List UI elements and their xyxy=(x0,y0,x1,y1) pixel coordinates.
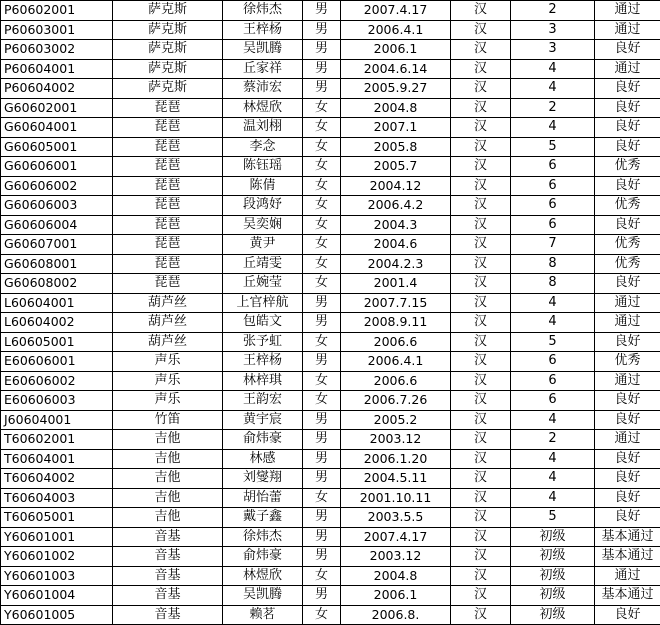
gender-cell: 男 xyxy=(303,20,341,40)
instrument-cell: 琵琶 xyxy=(113,176,223,196)
level-cell: 2 xyxy=(511,98,595,118)
result-cell: 良好 xyxy=(595,118,660,138)
gender-cell: 女 xyxy=(303,371,341,391)
instrument-cell: 吉他 xyxy=(113,430,223,450)
birthdate-cell: 2003.5.5 xyxy=(341,508,451,528)
level-cell: 4 xyxy=(511,449,595,469)
table-row xyxy=(1,79,660,99)
result-cell: 通过 xyxy=(595,293,660,313)
result-cell: 通过 xyxy=(595,430,660,450)
birthdate-cell: 2004.6 xyxy=(341,235,451,255)
level-cell: 初级 xyxy=(511,566,595,586)
instrument-cell: 音基 xyxy=(113,586,223,606)
instrument-cell: 萨克斯 xyxy=(113,1,223,21)
level-cell: 3 xyxy=(511,20,595,40)
table-row xyxy=(1,332,660,352)
level-cell: 初级 xyxy=(511,605,595,625)
level-cell: 5 xyxy=(511,332,595,352)
instrument-cell: 吉他 xyxy=(113,508,223,528)
birthdate-cell: 2006.4.1 xyxy=(341,352,451,372)
result-cell: 优秀 xyxy=(595,196,660,216)
gender-cell: 男 xyxy=(303,547,341,567)
level-cell: 2 xyxy=(511,1,595,21)
result-cell: 基本通过 xyxy=(595,547,660,567)
birthdate-cell: 2006.6 xyxy=(341,371,451,391)
instrument-cell: 音基 xyxy=(113,547,223,567)
level-cell: 4 xyxy=(511,488,595,508)
table-row xyxy=(1,235,660,255)
birthdate-cell: 2003.12 xyxy=(341,547,451,567)
gender-cell: 男 xyxy=(303,469,341,489)
name-cell: 丘婉莹 xyxy=(223,274,303,294)
table-row xyxy=(1,274,660,294)
name-cell: 陈钰瑶 xyxy=(223,157,303,177)
table-row xyxy=(1,59,660,79)
birthdate-cell: 2001.4 xyxy=(341,274,451,294)
exam-id-cell: T60604001 xyxy=(1,449,113,469)
ethnicity-cell: 汉 xyxy=(451,469,511,489)
name-cell: 林煜欣 xyxy=(223,566,303,586)
gender-cell: 女 xyxy=(303,566,341,586)
ethnicity-cell: 汉 xyxy=(451,605,511,625)
table-row xyxy=(1,313,660,333)
gender-cell: 男 xyxy=(303,508,341,528)
table-row xyxy=(1,254,660,274)
instrument-cell: 音基 xyxy=(113,566,223,586)
name-cell: 徐炜杰 xyxy=(223,527,303,547)
result-cell: 通过 xyxy=(595,59,660,79)
table-row xyxy=(1,469,660,489)
name-cell: 张予虹 xyxy=(223,332,303,352)
table-row xyxy=(1,566,660,586)
ethnicity-cell: 汉 xyxy=(451,313,511,333)
instrument-cell: 琵琶 xyxy=(113,235,223,255)
ethnicity-cell: 汉 xyxy=(451,332,511,352)
result-cell: 良好 xyxy=(595,98,660,118)
birthdate-cell: 2006.6 xyxy=(341,332,451,352)
exam-id-cell: J60604001 xyxy=(1,410,113,430)
table-row xyxy=(1,488,660,508)
level-cell: 8 xyxy=(511,274,595,294)
birthdate-cell: 2004.2.3 xyxy=(341,254,451,274)
birthdate-cell: 2005.2 xyxy=(341,410,451,430)
gender-cell: 男 xyxy=(303,1,341,21)
name-cell: 林感 xyxy=(223,449,303,469)
exam-id-cell: G60606001 xyxy=(1,157,113,177)
ethnicity-cell: 汉 xyxy=(451,488,511,508)
birthdate-cell: 2008.9.11 xyxy=(341,313,451,333)
ethnicity-cell: 汉 xyxy=(451,157,511,177)
exam-id-cell: G60608002 xyxy=(1,274,113,294)
name-cell: 徐炜杰 xyxy=(223,1,303,21)
gender-cell: 男 xyxy=(303,352,341,372)
ethnicity-cell: 汉 xyxy=(451,118,511,138)
table-row xyxy=(1,352,660,372)
exam-id-cell: G60602001 xyxy=(1,98,113,118)
gender-cell: 女 xyxy=(303,196,341,216)
exam-id-cell: P60602001 xyxy=(1,1,113,21)
name-cell: 刘燮翔 xyxy=(223,469,303,489)
birthdate-cell: 2004.8 xyxy=(341,98,451,118)
name-cell: 李念 xyxy=(223,137,303,157)
result-cell: 良好 xyxy=(595,137,660,157)
gender-cell: 男 xyxy=(303,449,341,469)
exam-id-cell: L60604001 xyxy=(1,293,113,313)
instrument-cell: 萨克斯 xyxy=(113,79,223,99)
birthdate-cell: 2006.4.1 xyxy=(341,20,451,40)
birthdate-cell: 2004.8 xyxy=(341,566,451,586)
exam-id-cell: L60604002 xyxy=(1,313,113,333)
name-cell: 赖茗 xyxy=(223,605,303,625)
exam-id-cell: P60604001 xyxy=(1,59,113,79)
name-cell: 陈倩 xyxy=(223,176,303,196)
birthdate-cell: 2004.6.14 xyxy=(341,59,451,79)
name-cell: 戴子鑫 xyxy=(223,508,303,528)
exam-id-cell: P60604002 xyxy=(1,79,113,99)
ethnicity-cell: 汉 xyxy=(451,410,511,430)
gender-cell: 女 xyxy=(303,391,341,411)
level-cell: 8 xyxy=(511,254,595,274)
name-cell: 蔡沛宏 xyxy=(223,79,303,99)
result-cell: 通过 xyxy=(595,20,660,40)
exam-id-cell: Y60601002 xyxy=(1,547,113,567)
exam-id-cell: G60606004 xyxy=(1,215,113,235)
level-cell: 6 xyxy=(511,157,595,177)
result-cell: 良好 xyxy=(595,449,660,469)
ethnicity-cell: 汉 xyxy=(451,293,511,313)
level-cell: 7 xyxy=(511,235,595,255)
ethnicity-cell: 汉 xyxy=(451,547,511,567)
instrument-cell: 声乐 xyxy=(113,352,223,372)
ethnicity-cell: 汉 xyxy=(451,79,511,99)
birthdate-cell: 2005.9.27 xyxy=(341,79,451,99)
instrument-cell: 琵琶 xyxy=(113,215,223,235)
exam-id-cell: E60606001 xyxy=(1,352,113,372)
instrument-cell: 音基 xyxy=(113,605,223,625)
ethnicity-cell: 汉 xyxy=(451,430,511,450)
exam-id-cell: Y60601005 xyxy=(1,605,113,625)
birthdate-cell: 2007.4.17 xyxy=(341,527,451,547)
exam-id-cell: T60604003 xyxy=(1,488,113,508)
level-cell: 4 xyxy=(511,118,595,138)
table-row xyxy=(1,410,660,430)
name-cell: 丘靖雯 xyxy=(223,254,303,274)
table-row xyxy=(1,449,660,469)
birthdate-cell: 2004.3 xyxy=(341,215,451,235)
exam-id-cell: T60602001 xyxy=(1,430,113,450)
exam-id-cell: G60604001 xyxy=(1,118,113,138)
gender-cell: 女 xyxy=(303,118,341,138)
table-row xyxy=(1,508,660,528)
ethnicity-cell: 汉 xyxy=(451,137,511,157)
result-cell: 基本通过 xyxy=(595,586,660,606)
birthdate-cell: 2007.7.15 xyxy=(341,293,451,313)
birthdate-cell: 2006.1.20 xyxy=(341,449,451,469)
ethnicity-cell: 汉 xyxy=(451,586,511,606)
birthdate-cell: 2004.12 xyxy=(341,176,451,196)
instrument-cell: 吉他 xyxy=(113,488,223,508)
exam-id-cell: P60603001 xyxy=(1,20,113,40)
instrument-cell: 琵琶 xyxy=(113,196,223,216)
ethnicity-cell: 汉 xyxy=(451,40,511,60)
exam-id-cell: E60606003 xyxy=(1,391,113,411)
table-row xyxy=(1,391,660,411)
table-row xyxy=(1,176,660,196)
name-cell: 王梓杨 xyxy=(223,20,303,40)
gender-cell: 女 xyxy=(303,235,341,255)
ethnicity-cell: 汉 xyxy=(451,98,511,118)
gender-cell: 女 xyxy=(303,157,341,177)
gender-cell: 女 xyxy=(303,605,341,625)
gender-cell: 男 xyxy=(303,410,341,430)
instrument-cell: 萨克斯 xyxy=(113,59,223,79)
result-cell: 良好 xyxy=(595,469,660,489)
name-cell: 黄宇宸 xyxy=(223,410,303,430)
level-cell: 3 xyxy=(511,40,595,60)
table-row xyxy=(1,98,660,118)
exam-id-cell: L60605001 xyxy=(1,332,113,352)
instrument-cell: 音基 xyxy=(113,527,223,547)
gender-cell: 女 xyxy=(303,215,341,235)
exam-id-cell: T60605001 xyxy=(1,508,113,528)
gender-cell: 男 xyxy=(303,430,341,450)
ethnicity-cell: 汉 xyxy=(451,274,511,294)
exam-id-cell: Y60601004 xyxy=(1,586,113,606)
table-row xyxy=(1,430,660,450)
instrument-cell: 琵琶 xyxy=(113,137,223,157)
result-cell: 优秀 xyxy=(595,254,660,274)
level-cell: 6 xyxy=(511,215,595,235)
table-row xyxy=(1,196,660,216)
birthdate-cell: 2004.5.11 xyxy=(341,469,451,489)
ethnicity-cell: 汉 xyxy=(451,352,511,372)
gender-cell: 男 xyxy=(303,313,341,333)
name-cell: 王梓杨 xyxy=(223,352,303,372)
level-cell: 4 xyxy=(511,79,595,99)
name-cell: 俞炜豪 xyxy=(223,547,303,567)
name-cell: 胡怡蕾 xyxy=(223,488,303,508)
gender-cell: 女 xyxy=(303,98,341,118)
result-cell: 良好 xyxy=(595,215,660,235)
gender-cell: 女 xyxy=(303,488,341,508)
level-cell: 4 xyxy=(511,293,595,313)
gender-cell: 男 xyxy=(303,79,341,99)
result-cell: 良好 xyxy=(595,508,660,528)
result-cell: 良好 xyxy=(595,274,660,294)
gender-cell: 男 xyxy=(303,527,341,547)
birthdate-cell: 2005.7 xyxy=(341,157,451,177)
level-cell: 6 xyxy=(511,352,595,372)
gender-cell: 男 xyxy=(303,586,341,606)
table-row xyxy=(1,137,660,157)
exam-id-cell: G60605001 xyxy=(1,137,113,157)
exam-id-cell: Y60601003 xyxy=(1,566,113,586)
ethnicity-cell: 汉 xyxy=(451,254,511,274)
result-cell: 通过 xyxy=(595,566,660,586)
result-cell: 良好 xyxy=(595,79,660,99)
exam-id-cell: E60606002 xyxy=(1,371,113,391)
exam-id-cell: G60607001 xyxy=(1,235,113,255)
name-cell: 温刘栩 xyxy=(223,118,303,138)
level-cell: 2 xyxy=(511,430,595,450)
name-cell: 丘家祥 xyxy=(223,59,303,79)
instrument-cell: 琵琶 xyxy=(113,254,223,274)
result-cell: 优秀 xyxy=(595,352,660,372)
level-cell: 初级 xyxy=(511,547,595,567)
table-row xyxy=(1,371,660,391)
name-cell: 吴奕娴 xyxy=(223,215,303,235)
ethnicity-cell: 汉 xyxy=(451,59,511,79)
table-row xyxy=(1,40,660,60)
birthdate-cell: 2003.12 xyxy=(341,430,451,450)
exam-id-cell: T60604002 xyxy=(1,469,113,489)
result-cell: 通过 xyxy=(595,371,660,391)
instrument-cell: 琵琶 xyxy=(113,274,223,294)
name-cell: 林煜欣 xyxy=(223,98,303,118)
instrument-cell: 萨克斯 xyxy=(113,20,223,40)
ethnicity-cell: 汉 xyxy=(451,196,511,216)
result-cell: 良好 xyxy=(595,605,660,625)
table-row xyxy=(1,605,660,625)
instrument-cell: 琵琶 xyxy=(113,98,223,118)
table-row xyxy=(1,586,660,606)
name-cell: 黄尹 xyxy=(223,235,303,255)
name-cell: 段鸿妤 xyxy=(223,196,303,216)
ethnicity-cell: 汉 xyxy=(451,527,511,547)
ethnicity-cell: 汉 xyxy=(451,1,511,21)
birthdate-cell: 2006.1 xyxy=(341,40,451,60)
name-cell: 俞炜豪 xyxy=(223,430,303,450)
level-cell: 6 xyxy=(511,196,595,216)
name-cell: 王韵宏 xyxy=(223,391,303,411)
birthdate-cell: 2007.1 xyxy=(341,118,451,138)
ethnicity-cell: 汉 xyxy=(451,176,511,196)
exam-id-cell: G60608001 xyxy=(1,254,113,274)
table-row xyxy=(1,157,660,177)
table-row xyxy=(1,527,660,547)
instrument-cell: 竹笛 xyxy=(113,410,223,430)
result-cell: 通过 xyxy=(595,1,660,21)
instrument-cell: 吉他 xyxy=(113,469,223,489)
level-cell: 初级 xyxy=(511,586,595,606)
result-cell: 良好 xyxy=(595,332,660,352)
ethnicity-cell: 汉 xyxy=(451,566,511,586)
exam-id-cell: G60606002 xyxy=(1,176,113,196)
result-cell: 基本通过 xyxy=(595,527,660,547)
instrument-cell: 葫芦丝 xyxy=(113,313,223,333)
level-cell: 5 xyxy=(511,137,595,157)
table-row xyxy=(1,1,660,21)
birthdate-cell: 2007.4.17 xyxy=(341,1,451,21)
ethnicity-cell: 汉 xyxy=(451,371,511,391)
table-row xyxy=(1,118,660,138)
gender-cell: 男 xyxy=(303,40,341,60)
instrument-cell: 萨克斯 xyxy=(113,40,223,60)
result-cell: 良好 xyxy=(595,488,660,508)
birthdate-cell: 2006.4.2 xyxy=(341,196,451,216)
result-cell: 良好 xyxy=(595,410,660,430)
gender-cell: 女 xyxy=(303,332,341,352)
birthdate-cell: 2006.8. xyxy=(341,605,451,625)
ethnicity-cell: 汉 xyxy=(451,215,511,235)
instrument-cell: 琵琶 xyxy=(113,157,223,177)
level-cell: 6 xyxy=(511,176,595,196)
instrument-cell: 琵琶 xyxy=(113,118,223,138)
birthdate-cell: 2006.7.26 xyxy=(341,391,451,411)
instrument-cell: 声乐 xyxy=(113,371,223,391)
result-cell: 通过 xyxy=(595,313,660,333)
instrument-cell: 葫芦丝 xyxy=(113,293,223,313)
table-row xyxy=(1,547,660,567)
instrument-cell: 声乐 xyxy=(113,391,223,411)
gender-cell: 男 xyxy=(303,59,341,79)
result-cell: 优秀 xyxy=(595,235,660,255)
ethnicity-cell: 汉 xyxy=(451,508,511,528)
level-cell: 4 xyxy=(511,59,595,79)
gender-cell: 女 xyxy=(303,274,341,294)
result-cell: 优秀 xyxy=(595,157,660,177)
gender-cell: 女 xyxy=(303,254,341,274)
level-cell: 初级 xyxy=(511,527,595,547)
exam-id-cell: G60606003 xyxy=(1,196,113,216)
table-body xyxy=(1,1,660,625)
name-cell: 上官梓航 xyxy=(223,293,303,313)
level-cell: 4 xyxy=(511,410,595,430)
name-cell: 吴凯腾 xyxy=(223,40,303,60)
exam-id-cell: Y60601001 xyxy=(1,527,113,547)
ethnicity-cell: 汉 xyxy=(451,20,511,40)
result-cell: 良好 xyxy=(595,40,660,60)
level-cell: 6 xyxy=(511,371,595,391)
table-row xyxy=(1,20,660,40)
birthdate-cell: 2005.8 xyxy=(341,137,451,157)
level-cell: 5 xyxy=(511,508,595,528)
level-cell: 4 xyxy=(511,313,595,333)
gender-cell: 男 xyxy=(303,293,341,313)
level-cell: 6 xyxy=(511,391,595,411)
level-cell: 4 xyxy=(511,469,595,489)
instrument-cell: 吉他 xyxy=(113,449,223,469)
gender-cell: 女 xyxy=(303,137,341,157)
exam-id-cell: P60603002 xyxy=(1,40,113,60)
ethnicity-cell: 汉 xyxy=(451,391,511,411)
name-cell: 包皓文 xyxy=(223,313,303,333)
birthdate-cell: 2006.1 xyxy=(341,586,451,606)
ethnicity-cell: 汉 xyxy=(451,449,511,469)
result-cell: 良好 xyxy=(595,176,660,196)
instrument-cell: 葫芦丝 xyxy=(113,332,223,352)
table-row xyxy=(1,293,660,313)
result-cell: 良好 xyxy=(595,391,660,411)
table-row xyxy=(1,215,660,235)
name-cell: 吴凯腾 xyxy=(223,586,303,606)
name-cell: 林梓琪 xyxy=(223,371,303,391)
gender-cell: 女 xyxy=(303,176,341,196)
ethnicity-cell: 汉 xyxy=(451,235,511,255)
birthdate-cell: 2001.10.11 xyxy=(341,488,451,508)
